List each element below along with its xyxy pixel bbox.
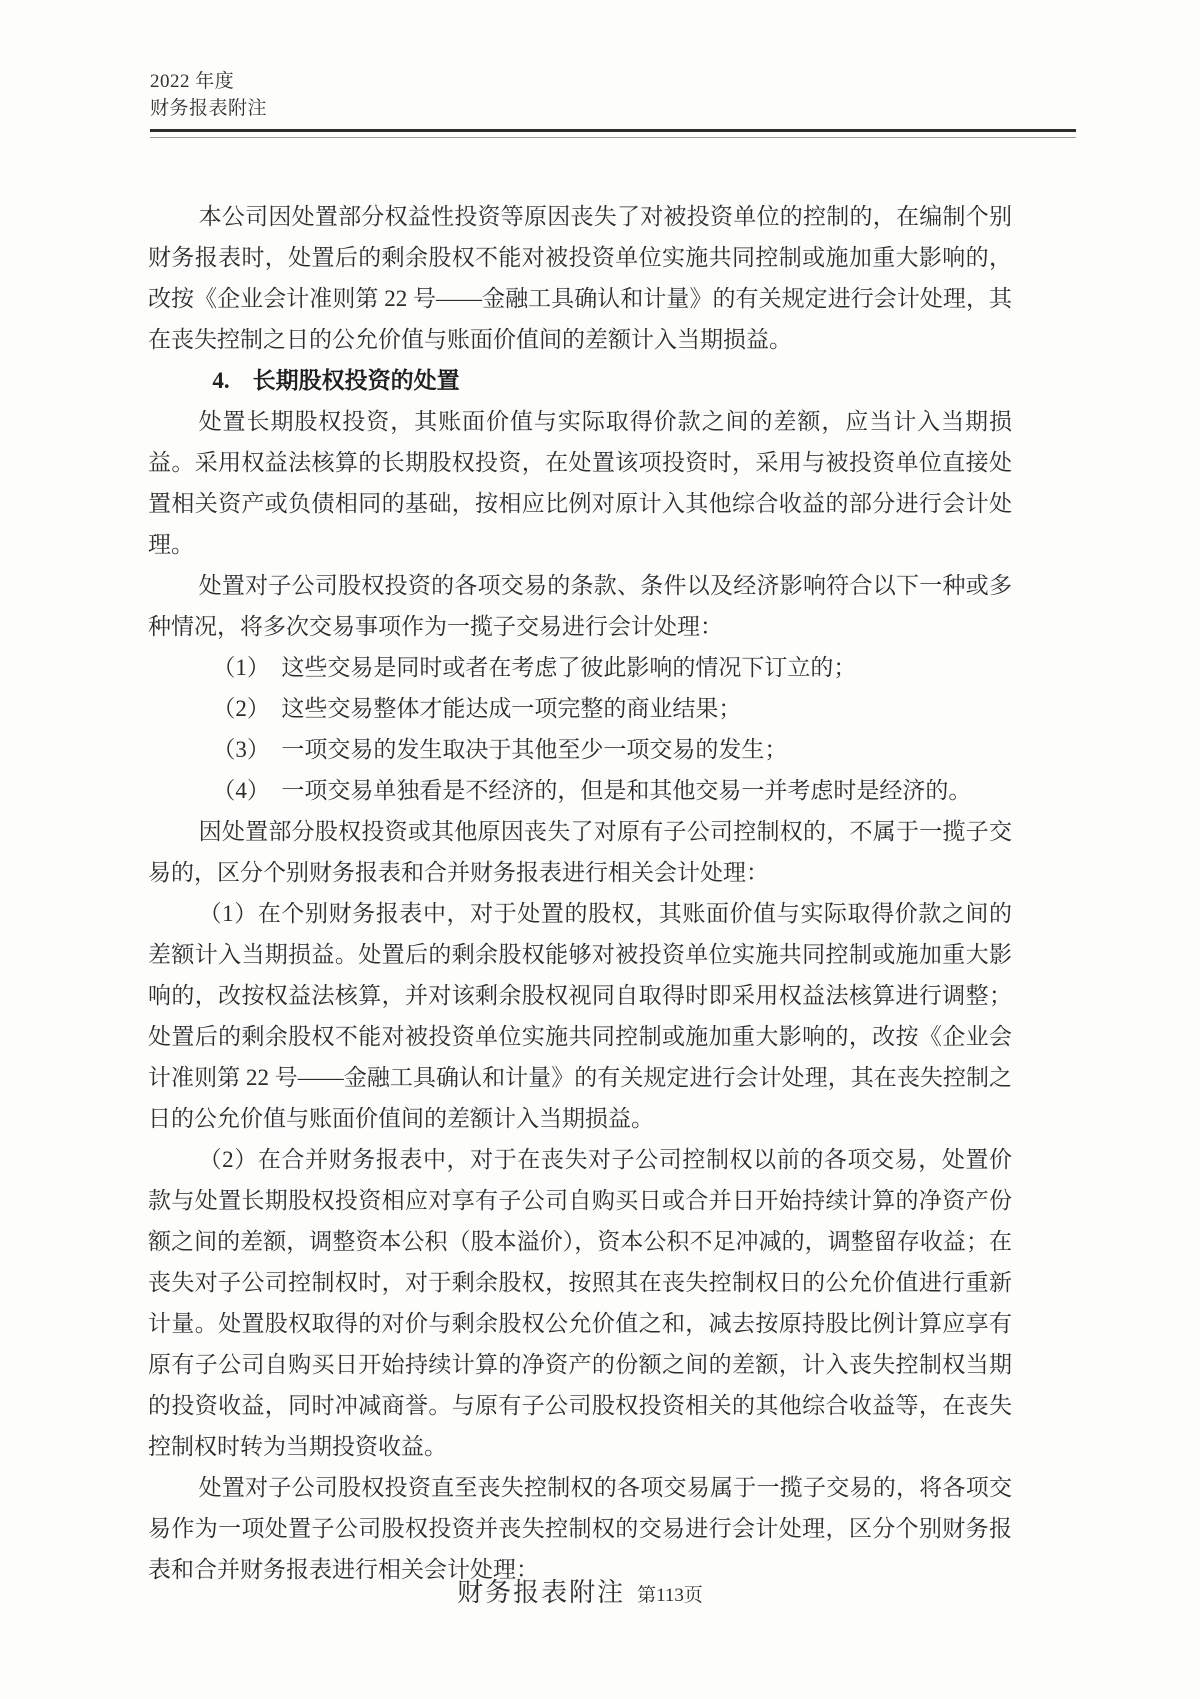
paragraph: （1）在个别财务报表中，对于处置的股权，其账面价值与实际取得价款之间的差额计入当期损益。处置后的剩余股权能够对被投资单位实施共同控制或施加重大影响的，改按权益法核算，并对该剩余股权视同自取得时即采用权益法核算进行调整；处置后的剩余股权不能对被投资单位实施共同控制或施加重大影响的，改按《企业会计准则第 22 号——金融工具确认和计量》的有关规定进行会计处理，其在丧失控制之日的公允价值与账面价值间的差额计入当期损益。 <box>148 901 1012 1131</box>
paragraph: 本公司因处置部分权益性投资等原因丧失了对被投资单位的控制的，在编制个别财务报表时，处置后的剩余股权不能对被投资单位实施共同控制或施加重大影响的，改按《企业会计准则第 22 号——金融工具确认和计量》的有关规定进行会计处理，其在丧失控制之日的公允价值与账面价值间的差额计入当期损益。 <box>148 204 1012 352</box>
list-item: （2） 这些交易整体才能达成一项完整的商业结果； <box>212 696 742 721</box>
footer-page-number: 第113页 <box>637 1585 703 1606</box>
paragraph: （2）在合并财务报表中，对于在丧失对子公司控制权以前的各项交易，处置价款与处置长期股权投资相应对享有子公司自购买日或合并日开始持续计算的净资产份额之间的差额，调整资本公积（股本溢价），资本公积不足冲减的，调整留存收益；在丧失对子公司控制权时，对于剩余股权，按照其在丧失控制权日的公允价值进行重新计量。处置股权取得的对价与剩余股权公允价值之和，减去按原持股比例计算应享有原有子公司自购买日开始持续计算的净资产的份额之间的差额，计入丧失控制权当期的投资收益，同时冲减商誉。与原有子公司股权投资相关的其他综合收益等，在丧失控制权时转为当期投资收益。 <box>148 1147 1012 1459</box>
footer-title: 财务报表附注 <box>457 1578 626 1607</box>
list-item: （4） 一项交易单独看是不经济的，但是和其他交易一并考虑时是经济的。 <box>212 778 972 803</box>
page-header <box>150 68 1076 138</box>
paragraph: 处置对子公司股权投资直至丧失控制权的各项交易属于一揽子交易的，将各项交易作为一项处置子公司股权投资并丧失控制权的交易进行会计处理，区分个别财务报表和合并财务报表进行相关会计处理： <box>148 1475 1012 1582</box>
document-body <box>148 196 1012 1590</box>
header-rule <box>150 129 1076 138</box>
paragraph: 处置长期股权投资，其账面价值与实际取得价款之间的差额，应当计入当期损益。采用权益法核算的长期股权投资，在处置该项投资时，采用与被投资单位直接处置相关资产或负债相同的基础，按相应比例对原计入其他综合收益的部分进行会计处理。 <box>148 409 1012 557</box>
list-item: （1） 这些交易是同时或者在考虑了彼此影响的情况下订立的； <box>212 655 857 680</box>
section-heading: 4. 长期股权投资的处置 <box>212 368 460 393</box>
paragraph: 处置对子公司股权投资的各项交易的条款、条件以及经济影响符合以下一种或多种情况，将多次交易事项作为一揽子交易进行会计处理： <box>148 573 1012 639</box>
list-item: （3） 一项交易的发生取决于其他至少一项交易的发生； <box>212 737 788 762</box>
page-footer <box>148 1572 1012 1609</box>
header-year: 2022 年度 <box>150 71 235 92</box>
header-doc-title: 财务报表附注 <box>150 98 268 119</box>
paragraph: 因处置部分股权投资或其他原因丧失了对原有子公司控制权的，不属于一揽子交易的，区分个别财务报表和合并财务报表进行相关会计处理： <box>148 819 1012 885</box>
